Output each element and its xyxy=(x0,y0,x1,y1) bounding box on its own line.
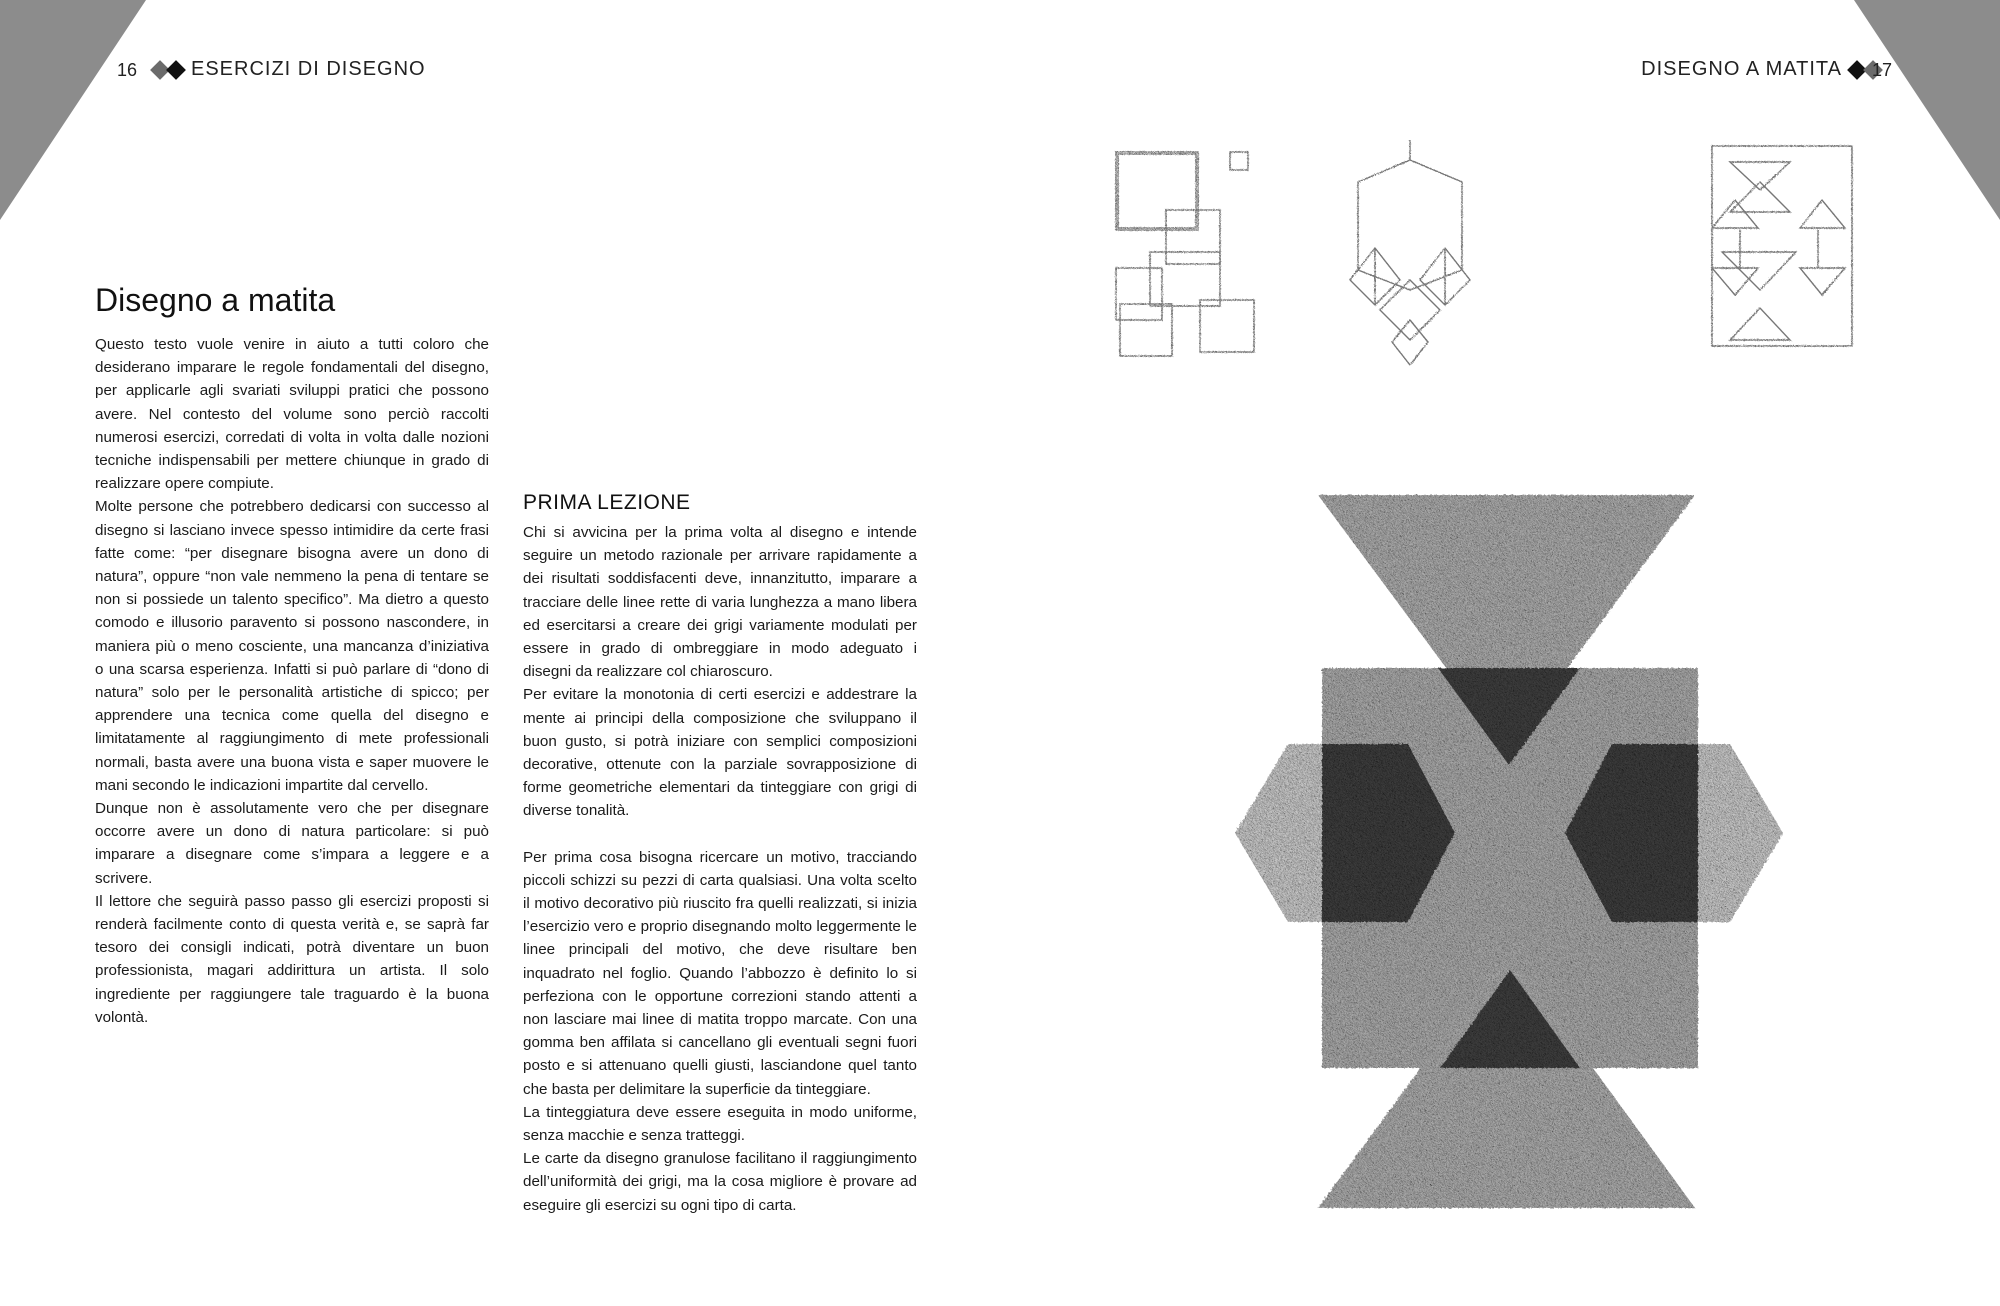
left-corner-triangle xyxy=(0,0,146,220)
running-head-left-text: ESERCIZI DI DISEGNO xyxy=(191,58,426,80)
paragraph: Le carte da disegno granulose facilitano il raggiungimento dell’uniformità dei grigi, ma la cosa migliore è provare ad eseguire gli esercizi su ogni tipo di carta. xyxy=(523,1150,917,1214)
intro-text xyxy=(95,333,489,1029)
paragraph: Chi si avvicina per la prima volta al disegno e intende seguire un metodo razionale per arrivare rapidamente a dei risultati soddisfacenti deve, innanzitutto, imparare a tracciare delle linee rette di varia lunghezza a mano libera ed esercitarsi a creare dei grigi variamente modulati per essere in grado di ombreggiare in modo adeguato i disegni da realizzare col chiaroscuro. xyxy=(523,524,917,681)
paragraph: Il lettore che seguirà passo passo gli esercizi proposti si renderà facilmente conto di questa verità e, se saprà far tesoro dei consigli indicati, potrà diventare un buon professionista, magari addirittura un artista. Il solo ingrediente per raggiungere tale traguardo è la buona volontà. xyxy=(95,892,489,1026)
paragraph: Per evitare la monotonia di certi esercizi e addestrare la mente ai principi della composizione che sviluppano il buon gusto, si potrà iniziare con semplici composizioni decorative, ottenute con la parziale sovrapposizione di forme geometriche elementari da tinteggiare con grigi di diverse tonalità. xyxy=(523,686,917,820)
triangles-sketch xyxy=(1712,146,1852,346)
pencil-sketches-illustration xyxy=(1100,140,1860,380)
paragraph: La tinteggiatura deve essere eseguita in modo uniforme, senza macchie e senza tratteggi. xyxy=(523,1103,917,1145)
page-number-right: 17 xyxy=(1872,60,1893,80)
section-title: PRIMA LEZIONE xyxy=(523,491,691,514)
paragraph: Molte persone che potrebbero dedicarsi con successo al disegno si lasciano invece spesso intimidire da certe frasi fatte come: “per disegnare bisogna avere un dono di natura”, oppure “non vale nemmeno la pena di tentare se non si possiede un talento specifico”. Ma dietro a questo comodo e illusorio paravento si possono nascondere, in maniera più o meno cosciente, una mancanza d’iniziativa o una scarsa esperienza. Infatti si può parlare di “dono di natura” solo per le personalità artistiche di spicco; per apprendere una tecnica come quella del disegno e limitatamente al raggiungimento di mete professionali normali, basta avere una buona vista e saper muovere le mani secondo le indicazioni impartite dal cervello. xyxy=(95,498,489,794)
squares-sketch xyxy=(1116,152,1254,356)
lesson-text xyxy=(523,521,917,1217)
hexagon-sketch xyxy=(1350,140,1470,365)
paragraph: Per prima cosa bisogna ricercare un motivo, tracciando piccoli schizzi su pezzi di carta qualsiasi. Una volta scelto il motivo decorativo più riuscito fra quelli realizzati, si inizia l’esercizio vero e proprio disegnando molto leggermente le linee principali del motivo, che deve risultare ben inquadrato nel foglio. Quando l’abbozzo è definito lo si perfeziona con le opportune correzioni stando attenti a non lasciare mai linee di matita troppo marcate. Con una gomma ben affilata si cancellano gli eventuali segni fuori posto e si attenuano quelli giusti, lasciandone quel tanto che basta per delimitare la superficie da tinteggiare. xyxy=(523,848,917,1098)
running-head-left xyxy=(153,58,426,81)
running-head-right xyxy=(1641,58,1880,81)
page-number-left: 16 xyxy=(117,60,138,80)
running-head-right-text: DISEGNO A MATITA xyxy=(1641,58,1842,80)
page-title: Disegno a matita xyxy=(95,282,336,318)
diamond-ornament-icon xyxy=(153,63,183,77)
paragraph: Questo testo vuole venire in aiuto a tutti coloro che desiderano imparare le regole fondamentali del disegno, per applicarle agli svariati sviluppi pratici che possono avere. Nel contesto del volume sono perciò raccolti numerosi esercizi, corredati di volta in volta dalle nozioni tecniche indispensabili per mettere chiunque in grado di realizzare opere compiute. xyxy=(95,336,489,493)
shaded-geometric-composition xyxy=(1230,490,1790,1220)
right-corner-triangle xyxy=(1854,0,2000,220)
paragraph: Dunque non è assolutamente vero che per disegnare occorre avere un dono di natura particolare: si può imparare a disegnare come s’impara a leggere e a scrivere. xyxy=(95,800,489,887)
